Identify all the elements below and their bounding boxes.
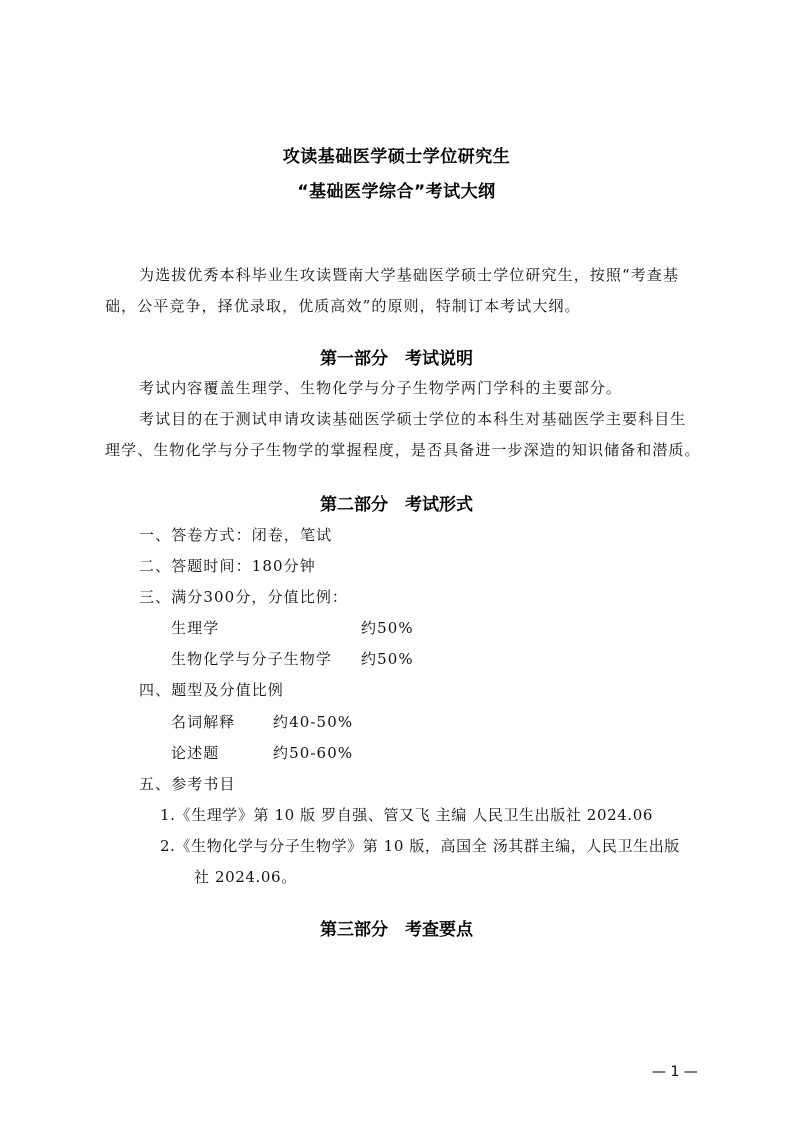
part3-heading: 第三部分 考查要点 [320,920,473,940]
reference-2-line-2: 社 2024.06。 [194,868,297,886]
reference-2-line-1: 2.《生物化学与分子生物学》第 10 版，高国全 汤其群主编，人民卫生出版 [160,837,680,855]
part2-heading: 第二部分 考试形式 [320,495,473,515]
question-type-1: 名词解释 [171,713,236,731]
part1-paragraph-2-line-2: 理学、生物化学与分子生物学的掌握程度，是否具备进一步深造的知识储备和潜质。 [105,441,701,459]
score-ratio-subject-1: 生理学 [171,619,220,637]
reference-1: 1.《生理学》第 10 版 罗自强、管又飞 主编 人民卫生出版社 2024.06 [160,806,654,824]
exam-format-item-4: 四、题型及分值比例 [139,681,284,699]
question-type-2: 论述题 [171,744,220,762]
exam-format-item-1: 一、答卷方式：闭卷，笔试 [139,526,333,544]
intro-paragraph-line-1: 为选拔优秀本科毕业生攻读暨南大学基础医学硕士学位研究生，按照“考查基 [139,266,680,284]
score-ratio-value-1: 约50% [361,619,414,637]
intro-paragraph-line-2: 础，公平竞争，择优录取，优质高效”的原则，特制订本考试大纲。 [105,297,581,315]
part1-heading: 第一部分 考试说明 [320,349,473,369]
exam-format-item-5: 五、参考书目 [139,775,236,793]
exam-format-item-3: 三、满分300分，分值比例： [139,588,349,606]
page-number: — 1 — [652,1064,698,1080]
question-type-value-1: 约40-50% [273,713,354,731]
question-type-value-2: 约50-60% [273,744,354,762]
part1-paragraph-1: 考试内容覆盖生理学、生物化学与分子生物学两门学科的主要部分。 [139,379,623,397]
score-ratio-value-2: 约50% [361,650,414,668]
exam-format-item-2: 二、答题时间：180分钟 [139,557,316,575]
part1-paragraph-2-line-1: 考试目的在于测试申请攻读基础医学硕士学位的本科生对基础医学主要科目生 [139,410,687,428]
score-ratio-subject-2: 生物化学与分子生物学 [171,650,333,668]
document-title-line-1: 攻读基础医学硕士学位研究生 [282,147,511,167]
document-title-line-2: “基础医学综合”考试大纲 [297,182,496,202]
